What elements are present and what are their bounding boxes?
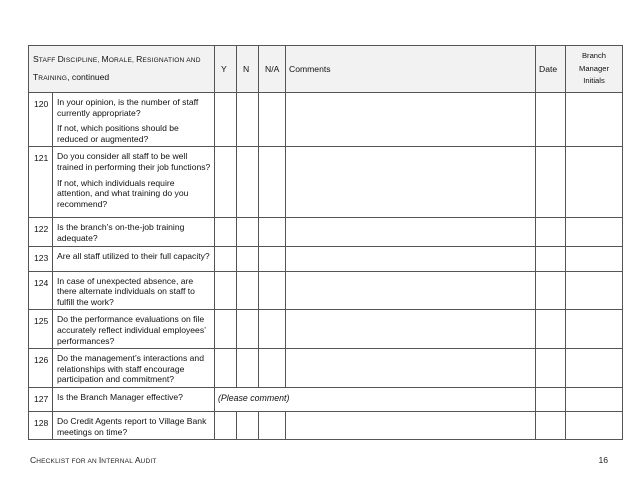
comments-cell[interactable] (286, 310, 536, 349)
question-text: In your opinion, is the number of staff currently appropriate? (57, 97, 199, 118)
comments-cell[interactable] (286, 349, 536, 388)
checklist-row (29, 246, 623, 271)
checklist-row (29, 349, 623, 388)
comments-cell[interactable] (286, 411, 536, 439)
na-checkbox-cell[interactable] (259, 147, 286, 218)
yes-checkbox-cell[interactable] (215, 147, 237, 218)
question-text: Are all staff utilized to their full capacity? (57, 250, 210, 261)
item-number: 121 (29, 147, 53, 218)
checklist-row (29, 147, 623, 218)
no-checkbox-cell[interactable] (237, 310, 259, 349)
no-checkbox-cell[interactable] (237, 147, 259, 218)
na-checkbox-cell[interactable] (259, 93, 286, 147)
date-cell[interactable] (536, 411, 566, 439)
na-checkbox-cell[interactable] (259, 218, 286, 246)
question-cell (53, 387, 215, 411)
checklist-row (29, 387, 623, 411)
question-cell (53, 147, 215, 218)
question-text: Do Credit Agents report to Village Bank meetings on time? (57, 415, 207, 437)
comments-cell[interactable] (286, 246, 536, 271)
item-number: 128 (29, 411, 53, 439)
column-header-yes: Y (215, 46, 237, 93)
item-number: 123 (29, 246, 53, 271)
na-checkbox-cell[interactable] (259, 411, 286, 439)
initials-cell[interactable] (566, 387, 623, 411)
column-header-na: N/A (259, 46, 286, 93)
question-text: Do you consider all staff to be well trained in performing their job functions? (57, 151, 211, 172)
na-checkbox-cell[interactable] (259, 246, 286, 271)
question-cell (53, 310, 215, 349)
na-checkbox-cell[interactable] (259, 310, 286, 349)
no-checkbox-cell[interactable] (237, 411, 259, 439)
initials-cell[interactable] (566, 93, 623, 147)
initials-cell[interactable] (566, 246, 623, 271)
no-checkbox-cell[interactable] (237, 349, 259, 388)
date-cell[interactable] (536, 218, 566, 246)
yes-checkbox-cell[interactable] (215, 93, 237, 147)
initials-cell[interactable] (566, 218, 623, 246)
question-text: Is the branch’s on-the-job training adequate? (57, 222, 185, 243)
no-checkbox-cell[interactable] (237, 93, 259, 147)
na-checkbox-cell[interactable] (259, 271, 286, 310)
yes-checkbox-cell[interactable] (215, 246, 237, 271)
question-text: Do the management’s interactions and relationships with staff encourage participation and commitment? (57, 353, 204, 385)
item-number: 122 (29, 218, 53, 246)
question-cell (53, 246, 215, 271)
item-number: 124 (29, 271, 53, 310)
question-text: In case of unexpected absence, are there alternate individuals on staff to fulfill the work? (57, 275, 195, 307)
item-number: 126 (29, 349, 53, 388)
no-checkbox-cell[interactable] (237, 271, 259, 310)
date-cell[interactable] (536, 93, 566, 147)
section-title (29, 46, 215, 93)
footer-document-title: CHECKLIST FOR AN INTERNAL AUDIT (30, 455, 157, 465)
comments-cell[interactable] (286, 93, 536, 147)
date-cell[interactable] (536, 349, 566, 388)
item-number: 120 (29, 93, 53, 147)
checklist-row (29, 411, 623, 439)
question-cell (53, 349, 215, 388)
yes-checkbox-cell[interactable] (215, 349, 237, 388)
initials-cell[interactable] (566, 411, 623, 439)
column-header-branch-manager-initials: Branch Manager Initials (566, 46, 623, 93)
question-text: Do the performance evaluations on file accurately reflect individual employees’ performances? (57, 314, 206, 346)
date-cell[interactable] (536, 271, 566, 310)
column-header-no: N (237, 46, 259, 93)
checklist-row (29, 218, 623, 246)
column-header-comments: Comments (286, 46, 536, 93)
yes-checkbox-cell[interactable] (215, 310, 237, 349)
followup-text: If not, which positions should be reduced or augmented? (57, 123, 179, 144)
initials-cell[interactable] (566, 147, 623, 218)
yes-checkbox-cell[interactable] (215, 218, 237, 246)
checklist-row (29, 271, 623, 310)
followup-text: If not, which individuals require attention, and what training do you recommend? (57, 177, 189, 209)
question-cell (53, 218, 215, 246)
comments-cell[interactable] (286, 147, 536, 218)
date-cell[interactable] (536, 310, 566, 349)
checklist-row (29, 310, 623, 349)
question-cell (53, 271, 215, 310)
column-header-date: Date (536, 46, 566, 93)
date-cell[interactable] (536, 246, 566, 271)
section-title-line2: TRAINING, continued (33, 72, 110, 82)
audit-checklist-table (28, 45, 623, 440)
date-cell[interactable] (536, 387, 566, 411)
initials-cell[interactable] (566, 349, 623, 388)
no-checkbox-cell[interactable] (237, 218, 259, 246)
comments-cell[interactable] (286, 218, 536, 246)
page-number: 16 (598, 455, 608, 465)
date-cell[interactable] (536, 147, 566, 218)
initials-cell[interactable] (566, 271, 623, 310)
section-title-line1: STAFF DISCIPLINE, MORALE, RESIGNATION AND (33, 54, 201, 64)
item-number: 127 (29, 387, 53, 411)
na-checkbox-cell[interactable] (259, 349, 286, 388)
comments-cell[interactable] (286, 271, 536, 310)
question-text: Is the Branch Manager effective? (57, 391, 183, 402)
yes-checkbox-cell[interactable] (215, 411, 237, 439)
no-checkbox-cell[interactable] (237, 246, 259, 271)
item-number: 125 (29, 310, 53, 349)
header-row (29, 46, 623, 93)
checklist-row (29, 93, 623, 147)
question-cell (53, 411, 215, 439)
comment-note[interactable]: (Please comment) (215, 387, 536, 411)
initials-cell[interactable] (566, 310, 623, 349)
question-cell (53, 93, 215, 147)
yes-checkbox-cell[interactable] (215, 271, 237, 310)
checklist-rows (29, 93, 623, 440)
